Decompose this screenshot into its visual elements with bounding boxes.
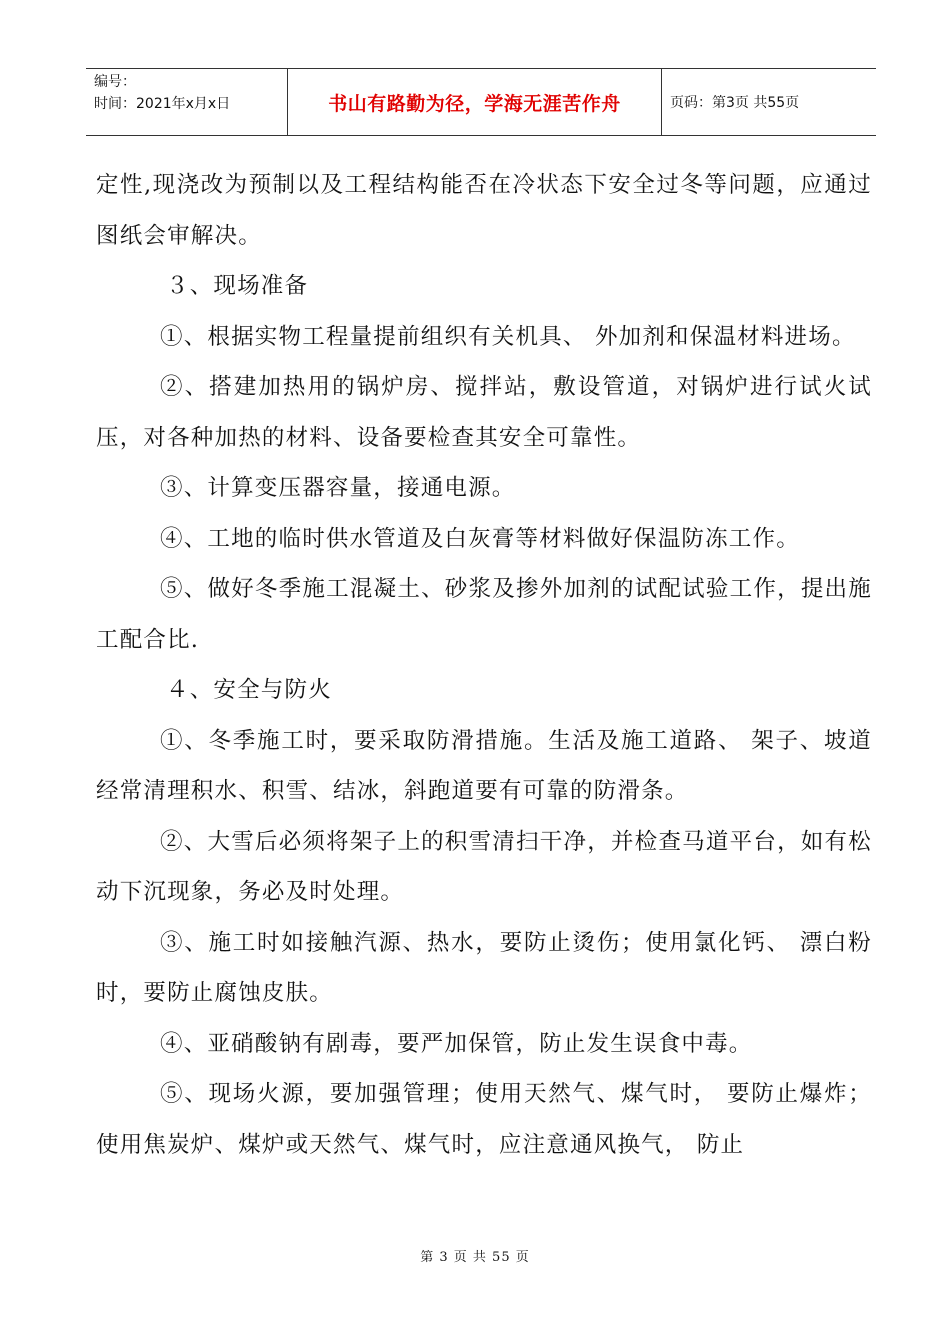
doc-time-label: 时间：2021年x月x日: [94, 96, 231, 112]
paragraph: ①、根据实物工程量提前组织有关机具、 外加剂和保温材料进场。: [160, 323, 856, 350]
paragraph: ④、工地的临时供水管道及白灰膏等材料做好保温防冻工作。: [160, 525, 800, 552]
paragraph: ⑤、做好冬季施工混凝土、砂浆及掺外加剂的试配试验工作，提出施工配合比.: [96, 576, 872, 653]
page-footer: 第 3 页 共 55 页: [420, 1250, 530, 1265]
paragraph: 定性,现浇改为预制以及工程结构能否在冷状态下安全过冬等问题，应通过图纸会审解决。: [96, 172, 872, 249]
document-body: [96, 160, 872, 1170]
header-motto: 书山有路勤为径，学海无涯苦作舟: [328, 92, 621, 115]
doc-number-label: 编号：: [94, 74, 136, 90]
section-heading: ４、安全与防火: [166, 677, 332, 703]
section-heading: ３、现场准备: [166, 273, 309, 299]
paragraph: ③、施工时如接触汽源、热水，要防止烫伤；使用氯化钙、 漂白粉时，要防止腐蚀皮肤。: [96, 929, 872, 1006]
header-page-info: 页码：第3页 共55页: [670, 95, 800, 111]
paragraph: ②、搭建加热用的锅炉房、搅拌站，敷设管道，对锅炉进行试火试压，对各种加热的材料、设备要检查其安全可靠性。: [96, 374, 872, 451]
paragraph: ②、大雪后必须将架子上的积雪清扫干净，并检查马道平台，如有松动下沉现象，务必及时处理。: [96, 828, 872, 905]
paragraph: ①、冬季施工时，要采取防滑措施。生活及施工道路、 架子、坡道经常清理积水、积雪、结冰，斜跑道要有可靠的防滑条。: [96, 727, 872, 804]
header-meta: [86, 69, 288, 135]
paragraph: ③、计算变压器容量，接通电源。: [160, 475, 516, 501]
paragraph: ④、亚硝酸钠有剧毒，要严加保管，防止发生误食中毒。: [160, 1030, 753, 1057]
paragraph: ⑤、现场火源，要加强管理；使用天然气、煤气时， 要防止爆炸；使用焦炭炉、煤炉或天然气、煤气时，应注意通风换气， 防止: [96, 1081, 872, 1158]
page-header: [86, 68, 876, 136]
header-motto-cell: [288, 69, 662, 135]
